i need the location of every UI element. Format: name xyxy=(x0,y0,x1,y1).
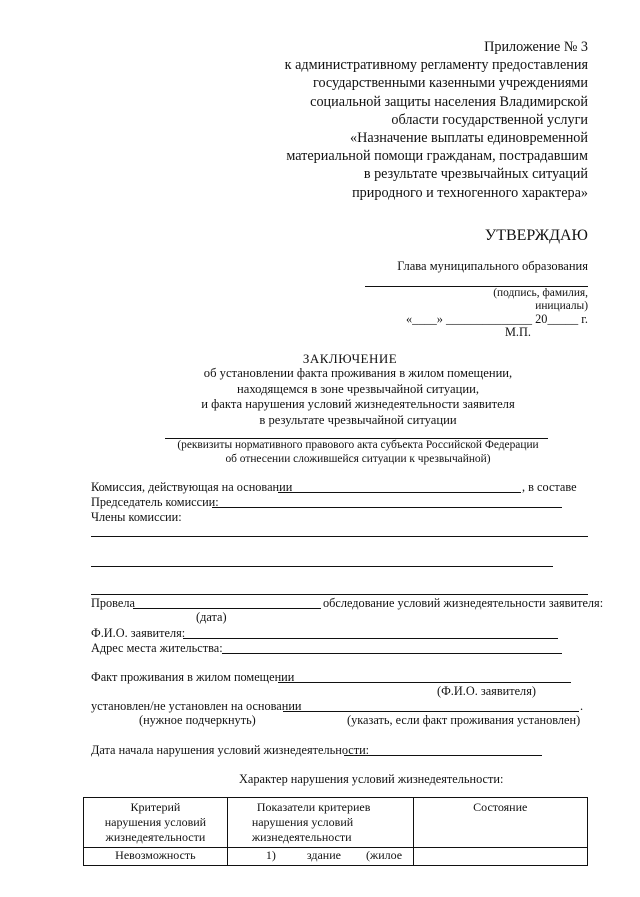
members-label: Члены комиссии: xyxy=(91,510,182,524)
violation-date-label: Дата начала нарушения условий жизнедеятельности: xyxy=(91,743,370,757)
residence-fact-label: Факт проживания в жилом помещении xyxy=(91,670,295,684)
chairman-field[interactable] xyxy=(212,507,562,508)
conclusion-line: и факта нарушения условий жизнедеятельности заявителя xyxy=(201,397,515,411)
approval-date: «____» ______________ 20_____ г. xyxy=(406,312,588,326)
criteria-table xyxy=(83,797,588,866)
appendix-line: к административному регламенту предоставления xyxy=(284,57,588,74)
signature-note: (подпись, фамилия, xyxy=(493,287,588,299)
requisites-note-line: об отнесении сложившейся ситуации к чрезвычайной) xyxy=(225,453,491,465)
signature-note: инициалы) xyxy=(535,300,588,312)
row-paren: (жилое xyxy=(365,848,403,862)
survey-label: обследование условий жизнедеятельности заявителя: xyxy=(323,596,604,610)
approval-title: УТВЕРЖДАЮ xyxy=(484,227,588,244)
conclusion-line: об установлении факта проживания в жилом помещении, xyxy=(203,366,513,380)
header-line: жизнедеятельности xyxy=(105,830,206,844)
table-cell xyxy=(413,848,587,866)
applicant-name-field[interactable] xyxy=(183,638,558,639)
table-header-row xyxy=(84,798,588,848)
violation-date-field[interactable] xyxy=(344,755,542,756)
appendix-line: «Назначение выплаты единовременной xyxy=(350,130,588,147)
established-field[interactable] xyxy=(283,711,579,712)
appendix-line: материальной помощи гражданам, пострадавшим xyxy=(286,148,588,165)
header-line: Критерий xyxy=(130,800,181,814)
members-field[interactable] xyxy=(91,536,588,537)
established-label: установлен/не установлен на основании xyxy=(91,699,302,713)
approval-head: Глава муниципального образования xyxy=(397,259,588,273)
violation-nature-label: Характер нарушения условий жизнедеятельности: xyxy=(239,772,504,786)
table-header-cell xyxy=(227,798,413,848)
header-line: Состояние xyxy=(473,800,528,814)
appendix-block xyxy=(285,38,588,202)
appendix-line: области государственной услуги xyxy=(391,111,588,128)
appendix-line: Приложение № 3 xyxy=(484,39,588,55)
appendix-line: в результате чрезвычайных ситуаций xyxy=(363,166,588,183)
table-header-cell xyxy=(84,798,228,848)
requisites-note xyxy=(0,438,640,466)
table-header-cell xyxy=(413,798,587,848)
header-line: Показатели критериев xyxy=(256,800,371,814)
conducted-label: Провела xyxy=(91,596,135,610)
table-row xyxy=(84,848,588,866)
address-field[interactable] xyxy=(222,653,562,654)
conclusion-subtitle xyxy=(0,366,640,428)
header-line: нарушения условий xyxy=(104,815,207,829)
members-field[interactable] xyxy=(91,566,553,567)
specify-hint: (указать, если факт проживания установлен) xyxy=(347,713,581,727)
row-number: 1) xyxy=(265,848,276,862)
appendix-line: природного и техногенного характера» xyxy=(352,184,588,201)
composition-label: , в составе xyxy=(522,480,577,494)
table-cell: Невозможность xyxy=(84,848,228,866)
applicant-hint: (Ф.И.О. заявителя) xyxy=(437,684,536,698)
applicant-name-label: Ф.И.О. заявителя: xyxy=(91,626,186,640)
commission-field[interactable] xyxy=(278,492,521,493)
header-line: нарушения условий xyxy=(251,815,354,829)
stamp-place: М.П. xyxy=(505,325,531,339)
period: . xyxy=(580,699,584,713)
residence-fact-field[interactable] xyxy=(278,682,571,683)
address-label: Адрес места жительства: xyxy=(91,641,223,655)
conclusion-line: находящемся в зоне чрезвычайной ситуации, xyxy=(237,381,479,396)
commission-label: Комиссия, действующая на основании xyxy=(91,480,293,494)
appendix-line: государственными казенными учреждениями xyxy=(312,75,588,92)
appendix-line: социальной защиты населения Владимирской xyxy=(310,93,588,110)
row-word: здание xyxy=(306,848,341,862)
conclusion-title: ЗАКЛЮЧЕНИЕ xyxy=(302,351,398,366)
requisites-note-line: (реквизиты нормативного правового акта субъекта Российской Федерации xyxy=(177,439,539,451)
date-hint: (дата) xyxy=(196,610,227,624)
underline-hint: (нужное подчеркнуть) xyxy=(139,713,256,727)
conclusion-line: в результате чрезвычайной ситуации xyxy=(259,412,457,427)
chairman-label: Председатель комиссии: xyxy=(91,495,219,509)
header-line: жизнедеятельности xyxy=(251,830,352,844)
conducted-date-field[interactable] xyxy=(133,608,321,609)
table-cell xyxy=(227,848,413,866)
members-field[interactable] xyxy=(91,594,588,595)
